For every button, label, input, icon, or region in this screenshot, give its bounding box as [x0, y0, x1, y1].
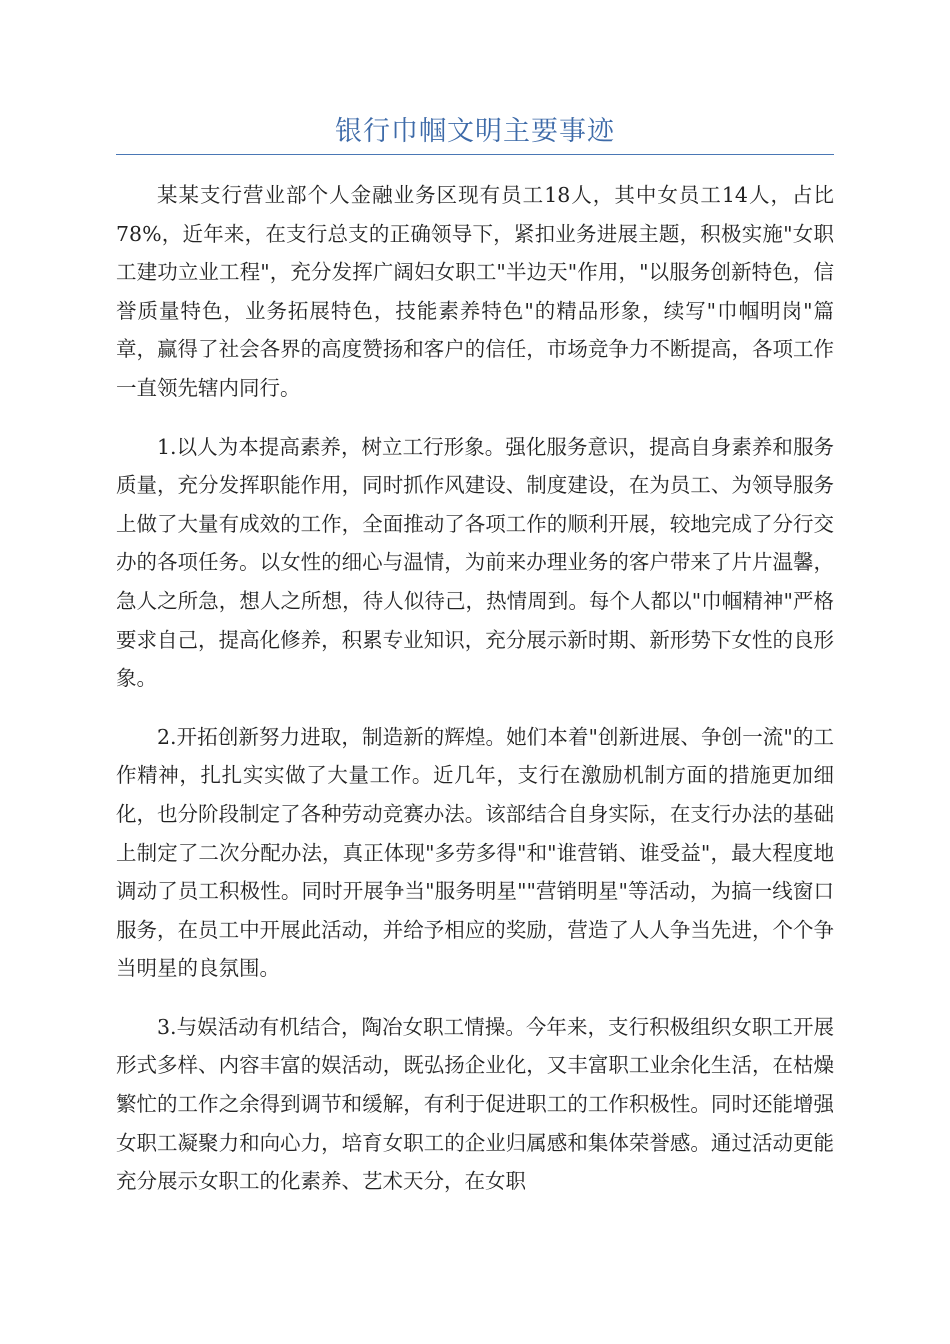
document-title: 银行巾帼文明主要事迹	[335, 116, 615, 147]
point-2-paragraph: 2.开拓创新努力进取，制造新的辉煌。她们本着"创新进展、争创一流"的工作精神，扎扎实实做了大量工作。近几年，支行在激励机制方面的措施更加细化，也分阶段制定了各种劳动竞赛办法。该部结合自身实际，在支行办法的基础上制定了二次分配办法，真正体现"多劳多得"和"谁营销、谁受益"，最大程度地调动了员工积极性。同时开展争当"服务明星""营销明星"等活动，为搞一线窗口服务，在员工中开展此活动，并给予相应的奖励，营造了人人争当先进，个个争当明星的良氛围。	[116, 724, 834, 981]
point-3-paragraph: 3.与娱活动有机结合，陶冶女职工情操。今年来，支行积极组织女职工开展形式多样、内容丰富的娱活动，既弘扬企业化，又丰富职工业余化生活，在枯燥繁忙的工作之余得到调节和缓解，有利于促进职工的工作积极性。同时还能增强女职工凝聚力和向心力，培育女职工的企业归属感和集体荣誉感。通过活动更能充分展示女职工的化素养、艺术天分，在女职	[116, 1014, 834, 1194]
document-body	[116, 176, 834, 1221]
title-underline	[116, 154, 834, 155]
point-1-paragraph: 1.以人为本提高素养，树立工行形象。强化服务意识，提高自身素养和服务质量，充分发挥职能作用，同时抓作风建设、制度建设，在为员工、为领导服务上做了大量有成效的工作，全面推动了各项工作的顺利开展，较地完成了分行交办的各项任务。以女性的细心与温情，为前来办理业务的客户带来了片片温馨，急人之所急，想人之所想，待人似待己，热情周到。每个人都以"巾帼精神"严格要求自己，提高化修养，积累专业知识，充分展示新时期、新形势下女性的良形象。	[116, 434, 834, 691]
intro-paragraph: 某某支行营业部个人金融业务区现有员工18人，其中女员工14人，占比78%，近年来，在支行总支的正确领导下，紧扣业务进展主题，积极实施"女职工建功立业工程"，充分发挥广阔妇女职工"半边天"作用，"以服务创新特色，信誉质量特色，业务拓展特色，技能素养特色"的精品形象，续写"巾帼明岗"篇章，赢得了社会各界的高度赞扬和客户的信任，市场竞争力不断提高，各项工作一直领先辖内同行。	[116, 183, 834, 400]
